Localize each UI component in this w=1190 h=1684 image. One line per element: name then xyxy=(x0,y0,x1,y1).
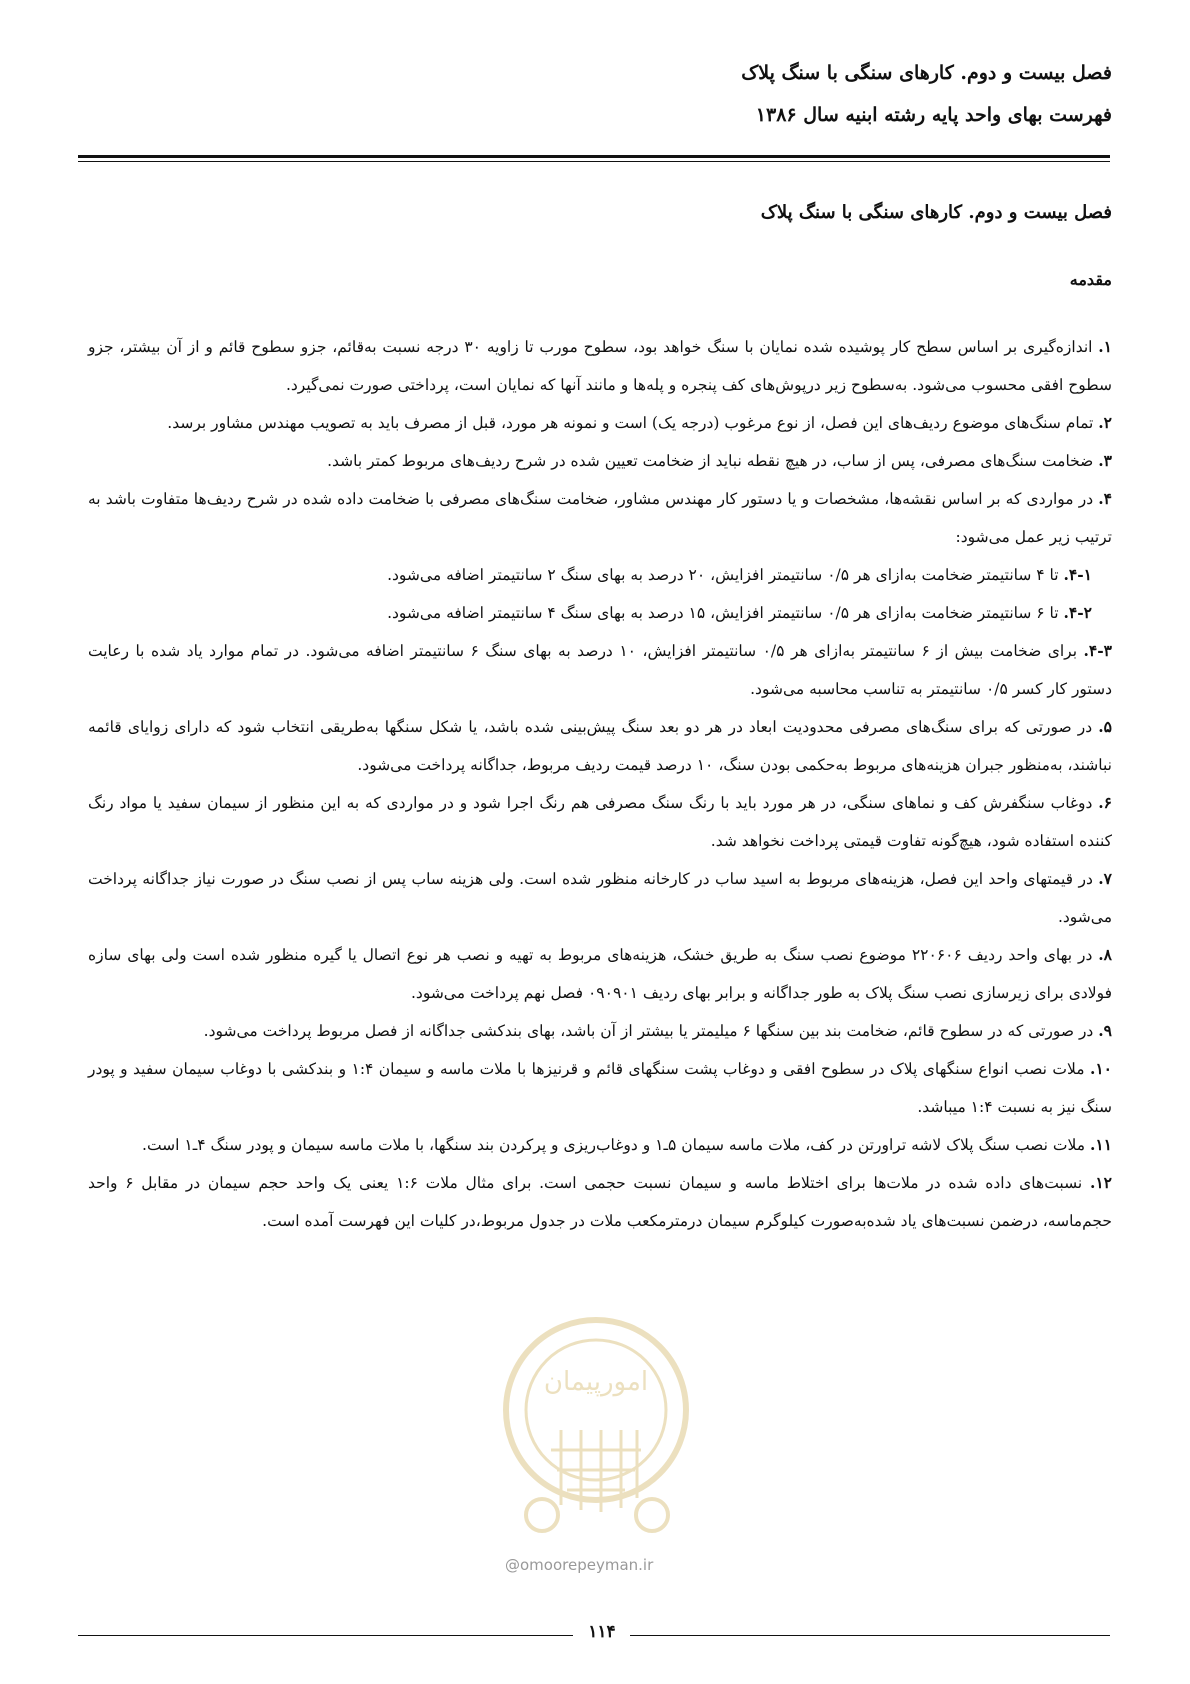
paragraph-text: ملات نصب انواع سنگهای پلاک در سطوح افقی و دوغاب پشت سنگهای قائم و قرنیزها با ملات ماسه و سیمان ۱:۴ و بندکشی با دوغاب سیمان سفید و پودر سنگ نیز به نسبت ۱:۴ میباشد. xyxy=(88,1060,1112,1116)
paragraph xyxy=(88,1012,1112,1050)
header-rule-thick xyxy=(78,155,1110,158)
paragraph-number: ۴. xyxy=(1098,489,1112,508)
watermark-seal-text: امورپیمان xyxy=(543,1367,649,1397)
paragraph-text: تا ۶ سانتیمتر ضخامت به‌ازای هر ۰/۵ سانتیمتر افزایش، ۱۵ درصد به بهای سنگ ۴ سانتیمتر اضافه می‌شود. xyxy=(387,604,1064,622)
paragraph xyxy=(88,1050,1112,1126)
paragraph xyxy=(88,860,1112,936)
watermark-seal-icon xyxy=(487,1300,705,1560)
page-number: ۱۱۴ xyxy=(588,1622,616,1642)
paragraph-number: ۴-۲. xyxy=(1063,603,1092,622)
paragraph-text: دوغاب سنگفرش کف و نماهای سنگی، در هر مورد باید با رنگ سنگ مصرفی هم رنگ اجرا شود و در مواردی که به این منظور از سیمان سفید یا مواد رنگ کننده استفاده شود، هیچ‌گونه تفاوت قیمتی پرداخت نخواهد شد. xyxy=(88,794,1112,850)
paragraph xyxy=(88,594,1112,632)
paragraph-text: در صورتی که در سطوح قائم، ضخامت بند بین سنگها ۶ میلیمتر یا بیشتر از آن باشد، بهای بندکشی جداگانه از فصل مربوط پرداخت می‌شود. xyxy=(203,1022,1099,1040)
paragraph-number: ۴-۳. xyxy=(1083,641,1112,660)
subsection-title: مقدمه xyxy=(1069,270,1112,289)
footer-rule-right xyxy=(630,1635,1110,1636)
paragraph-number: ۶. xyxy=(1098,793,1112,812)
paragraph xyxy=(88,328,1112,404)
footer-rule-left xyxy=(78,1635,573,1636)
running-header-catalog: فهرست بهای واحد پایه رشته ابنیه سال ۱۳۸۶ xyxy=(755,104,1112,126)
header-rule-thin xyxy=(78,161,1110,162)
paragraph xyxy=(88,404,1112,442)
paragraph-number: ۲. xyxy=(1098,413,1112,432)
paragraph-text: در قیمتهای واحد این فصل، هزینه‌های مربوط به اسید ساب در کارخانه منظور شده است. ولی هزینه ساب پس از نصب سنگ در صورت نیاز جداگانه پرداخت می‌شود. xyxy=(88,870,1112,926)
paragraph xyxy=(88,784,1112,860)
running-header-chapter: فصل بیست و دوم. کارهای سنگی با سنگ پلاک xyxy=(741,62,1112,84)
paragraph xyxy=(88,480,1112,556)
paragraph xyxy=(88,936,1112,1012)
paragraph-text: در صورتی که برای سنگ‌های مصرفی محدودیت ابعاد در هر دو بعد سنگ پیش‌بینی شده باشد، یا شکل سنگها به‌طریقی انتخاب شود که دارای زوایای قائمه نباشند، به‌منظور جبران هزینه‌های مربوط به‌حکمی بودن سنگ، ۱۰ درصد قیمت ردیف مربوط، جداگانه پرداخت می‌شود. xyxy=(88,718,1112,774)
section-title: فصل بیست و دوم. کارهای سنگی با سنگ پلاک xyxy=(760,202,1112,223)
paragraph-number: ۳. xyxy=(1098,451,1112,470)
paragraph xyxy=(88,556,1112,594)
paragraph xyxy=(88,1126,1112,1164)
paragraph-text: در مواردی که بر اساس نقشه‌ها، مشخصات و یا دستور کار مهندس مشاور، ضخامت سنگ‌های مصرفی با ضخامت داده شده در شرح ردیف‌ها متفاوت باشد به ترتیب زیر عمل می‌شود: xyxy=(88,490,1112,546)
paragraph-number: ۴-۱. xyxy=(1063,565,1092,584)
paragraph-number: ۱۲. xyxy=(1089,1173,1112,1192)
paragraph-number: ۸. xyxy=(1098,945,1112,964)
paragraph-text: تمام سنگ‌های موضوع ردیف‌های این فصل، از نوع مرغوب (درجه یک) است و نمونه هر مورد، قبل از مصرف باید به تصویب مهندس مشاور برسد. xyxy=(167,414,1099,432)
paragraph-number: ۱۱. xyxy=(1089,1135,1112,1154)
paragraph-text: اندازه‌گیری بر اساس سطح کار پوشیده شده نمایان با سنگ خواهد بود، سطوح مورب تا زاویه ۳۰ درجه نسبت به‌قائم، جزو سطوح قائم و از آن بیشتر، جزو سطوح افقی محسوب می‌شود. به‌سطوح زیر درپوش‌های کف پنجره و پله‌ها و مانند آنها که نمایان است، پرداختی صورت نمی‌گیرد. xyxy=(88,338,1112,394)
paragraph xyxy=(88,708,1112,784)
paragraph-text: ملات نصب سنگ پلاک لاشه تراورتن در کف، ملات ماسه سیمان ۵ـ۱ و دوغاب‌ریزی و پرکردن بند سنگها، با ملات ماسه سیمان و پودر سنگ ۴ـ۱ است. xyxy=(142,1136,1090,1154)
paragraph-number: ۷. xyxy=(1098,869,1112,888)
paragraph xyxy=(88,442,1112,480)
paragraph-number: ۵. xyxy=(1098,717,1112,736)
paragraph-text: در بهای واحد ردیف ۲۲۰۶۰۶ موضوع نصب سنگ به طریق خشک، هزینه‌های مربوط به تهیه و نصب هر نوع اتصال یا گیره منظور شده است ولی بهای سازه فولادی برای زیرسازی نصب سنگ پلاک به طور جداگانه و برابر بهای ردیف ۰۹۰۹۰۱ فصل نهم پرداخت می‌شود. xyxy=(88,946,1112,1002)
paragraph-text: برای ضخامت بیش از ۶ سانتیمتر به‌ازای هر ۰/۵ سانتیمتر افزایش، ۱۰ درصد به بهای سنگ ۶ سانتیمتر اضافه می‌شود. در تمام موارد یاد شده با رعایت دستور کار کسر ۰/۵ سانتیمتر به تناسب محاسبه می‌شود. xyxy=(88,642,1112,698)
paragraph xyxy=(88,632,1112,708)
watermark-url: @omoorepeyman.ir xyxy=(505,1556,654,1574)
paragraph-text: ضخامت سنگ‌های مصرفی، پس از ساب، در هیچ نقطه نباید از ضخامت تعیین شده در شرح ردیف‌های مربوط کمتر باشد. xyxy=(327,452,1099,470)
paragraph-number: ۱۰. xyxy=(1089,1059,1112,1078)
paragraph xyxy=(88,1164,1112,1240)
paragraph-text: تا ۴ سانتیمتر ضخامت به‌ازای هر ۰/۵ سانتیمتر افزایش، ۲۰ درصد به بهای سنگ ۲ سانتیمتر اضافه می‌شود. xyxy=(387,566,1064,584)
paragraph-number: ۱. xyxy=(1098,337,1112,356)
body-text xyxy=(88,328,1112,1240)
paragraph-text: نسبت‌های داده شده در ملات‌ها برای اختلاط ماسه و سیمان نسبت حجمی است. برای مثال ملات ۱:۶ یعنی یک واحد حجم سیمان در مقابل ۶ واحد حجم‌ماسه، درضمن نسبت‌های یاد شده‌به‌صورت کیلوگرم سیمان درمترمکعب ملات در جدول مربوط،در کلیات این فهرست آمده است. xyxy=(88,1174,1112,1230)
paragraph-number: ۹. xyxy=(1098,1021,1112,1040)
